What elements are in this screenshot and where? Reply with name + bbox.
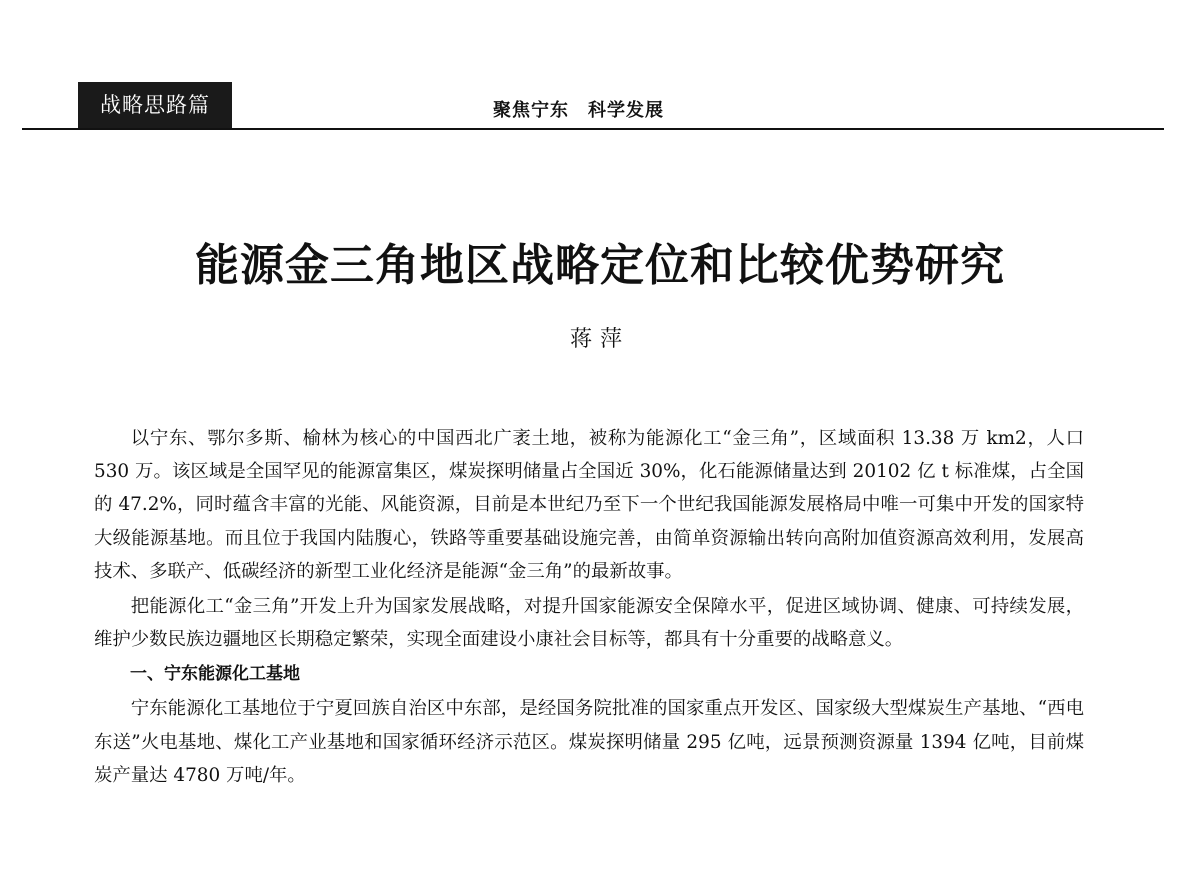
body-paragraph: 以宁东、鄂尔多斯、榆林为核心的中国西北广袤土地，被称为能源化工“金三角”，区域面积 13.38 万 km2，人口 530 万。该区域是全国罕见的能源富集区，煤炭探明储量占全国近 30%，化石能源储量达到 20102 亿 t 标准煤，占全国的 47.2%，同时蕴含丰富的光能、风能资源，目前是本世纪乃至下一个世纪我国能源发展格局中唯一可集中开发的国家特大级能源基地。而且位于我国内陆腹心，铁路等重要基础设施完善，由简单资源输出转向高附加值资源高效利用，发展高技术、多联产、低碳经济的新型工业化经济是能源“金三角”的最新故事。 xyxy=(94,428,1084,582)
header-rule xyxy=(22,128,1164,130)
body-paragraph: 把能源化工“金三角”开发上升为国家发展战略，对提升国家能源安全保障水平，促进区域协调、健康、可持续发展，维护少数民族边疆地区长期稳定繁荣，实现全面建设小康社会目标等，都具有十分重要的战略意义。 xyxy=(94,596,1084,651)
article-body xyxy=(94,422,1084,792)
article-title: 能源金三角地区战略定位和比较优势研究 xyxy=(195,240,1005,291)
section-heading: 一、宁东能源化工基地 xyxy=(130,664,300,685)
body-paragraph: 宁东能源化工基地位于宁夏回族自治区中东部，是经国务院批准的国家重点开发区、国家级大型煤炭生产基地、“西电东送”火电基地、煤化工产业基地和国家循环经济示范区。煤炭探明储量 295 亿吨，远景预测资源量 1394 亿吨，目前煤炭产量达 4780 万吨/年。 xyxy=(94,698,1084,786)
header-slogan: 聚焦宁东 科学发展 xyxy=(493,100,664,121)
author-name: 蒋萍 xyxy=(569,327,630,352)
section-tag: 战略思路篇 xyxy=(78,82,232,128)
